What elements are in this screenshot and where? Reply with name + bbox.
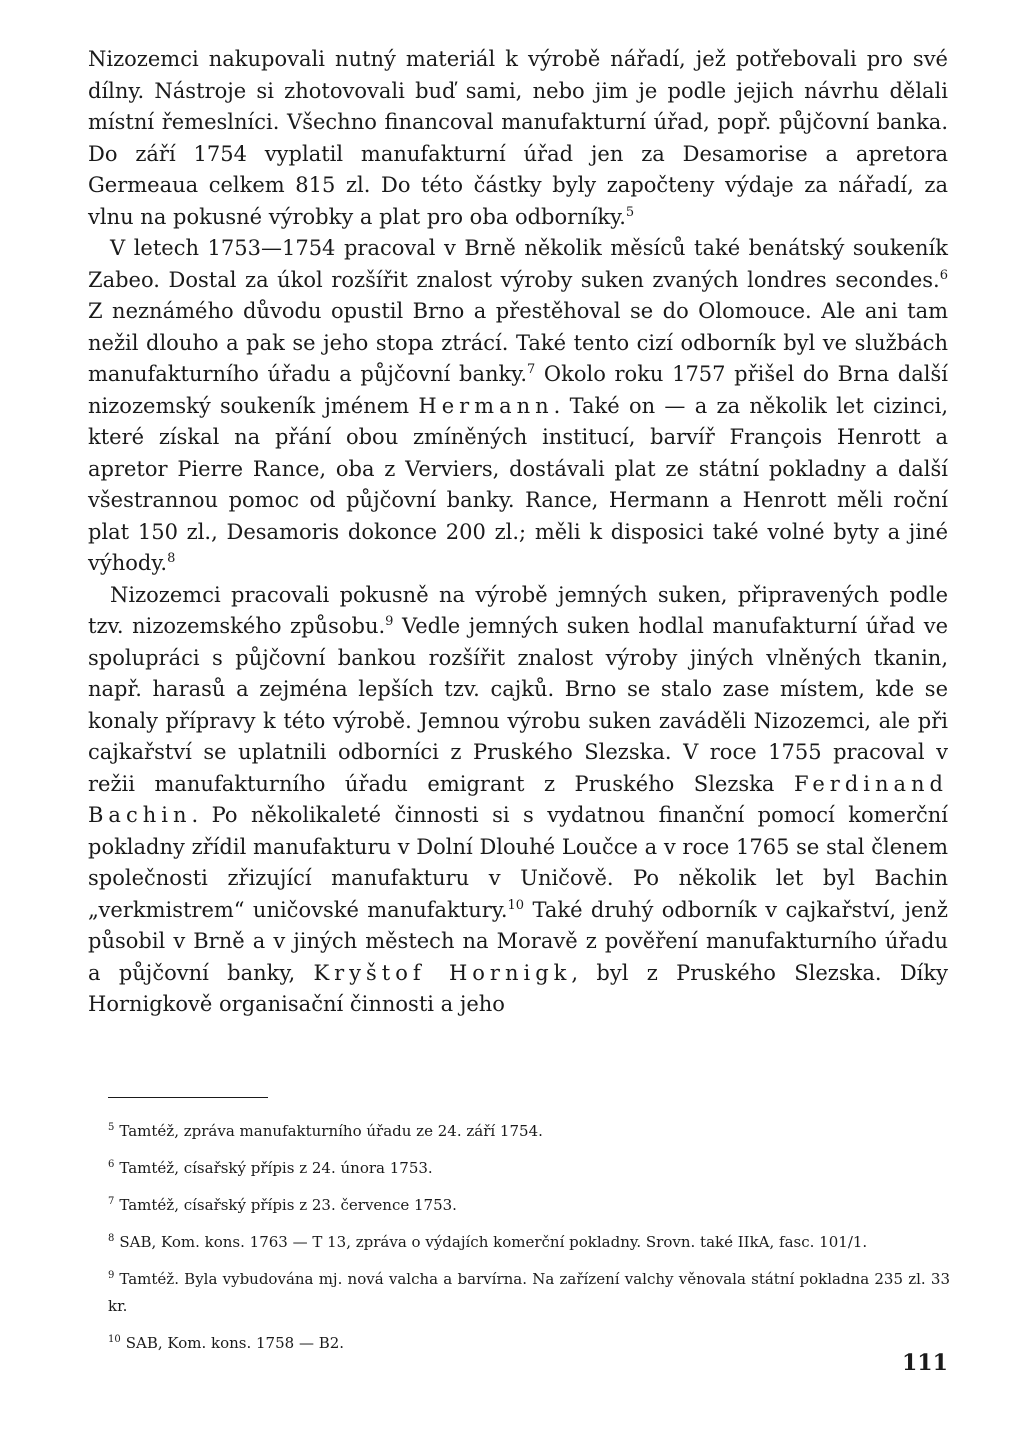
text-run: Vedle jemných suken hodlal manufakturní úřad ve spolupráci s půjčovní bankou rozšířit znalost výroby jiných vlněných tkanin, např. harasů a zejména lepších tzv. cajků. Brno se stalo zase místem, kde se konaly přípravy k této výrobě. Jemnou výrobu suken zaváděli Nizozemci, ale při cajkařství se uplatnili odborníci z Pruského Slezska. V roce 1755 pracoval v režii manufakturního úřadu emigrant z Pruského Slezska [88,614,948,796]
main-text [88,44,948,1021]
footnote-8 [108,1229,950,1256]
spaced-name: Ferdinand Bachin [88,771,948,827]
paragraph-3 [88,580,948,1021]
paragraph-2 [88,233,948,580]
footnote-10 [108,1330,950,1357]
footnote-ref: 6 [939,267,948,283]
text-run: Z neznámého důvodu opustil Brno a přestěhoval se do Olomouce. Ale ani tam nežil dlouho a pak se jeho stopa ztrácí. Také tento cizí odborník byl ve službách manufakturního úřadu a půjčovní banky. [88,299,948,386]
footnotes [108,1118,950,1367]
footnote-text: Tamtéž. Byla vybudována mj. nová valcha a barvírna. Na zařízení valchy věnovala státní pokladna 235 zl. 33 kr. [108,1270,950,1315]
paragraph-1 [88,44,948,233]
footnote-number: 5 [108,1122,115,1133]
spaced-name: Kryštof Hornigk [313,960,572,985]
footnote-5 [108,1118,950,1145]
footnote-ref: 8 [167,551,176,566]
footnote-number: 9 [108,1270,115,1281]
footnote-text: Tamtéž, zpráva manufakturního úřadu ze 24. září 1754. [119,1122,543,1140]
text-run: . Také on — a za několik let cizinci, které získal na přání obou zmíněných institucí, barvíř François Henrott a apretor Pierre Rance, oba z Verviers, dostávali plat ze státní pokladny a další všestrannou pomoc od půjčovní banky. Rance, Hermann a Henrott měli roční plat 150 zl., Desamoris dokonce 200 zl.; měli k disposici také volné byty a jiné výhody. [88,393,948,575]
footnote-ref: 5 [625,204,635,220]
footnote-number: 8 [108,1233,115,1244]
page-number: 111 [902,1350,948,1376]
text-run: V letech 1753—1754 pracoval v Brně několik měsíců také benátský soukeník Zabeo. Dostal za úkol rozšířit znalost výroby suken zvaných londres secondes. [88,236,948,292]
footnote-text: SAB, Kom. kons. 1758 — B2. [125,1334,345,1352]
text-run: . Po několikaleté činnosti si s vydatnou finanční pomocí komerční pokladny zřídil manufakturu v Dolní Dlouhé Loučce a v roce 1765 se stal členem společnosti zřizující manufakturu v Uničově. Po několik let byl Bachin „verkmistrem“ uničovské manufaktury. [88,803,948,922]
footnote-text: Tamtéž, císařský přípis z 23. července 1753. [119,1196,457,1214]
footnote-text: SAB, Kom. kons. 1763 — T 13, zpráva o výdajích komerční pokladny. Srovn. také IIkA, fasc. 101/1. [119,1233,868,1251]
text-run: Také druhý odborník v cajkařství, jenž působil v Brně a v jiných městech na Moravě z pověření manufakturního úřadu a půjčovní banky, [88,897,948,985]
text-run: Okolo roku 1757 přišel do Brna další nizozemský soukeník jménem [88,362,948,418]
footnote-6 [108,1155,950,1182]
text-run: Nizozemci nakupovali nutný materiál k výrobě nářadí, jež potřebovali pro své dílny. Nástroje si zhotovovali buď sami, nebo jim je podle jejich návrhu dělali místní řemeslníci. Všechno financoval manufakturní úřad, popř. půjčovní banka. Do září 1754 vyplatil manufakturní úřad jen za Desamorise a apretora Germeaua celkem 815 zl. Do této částky byly započteny výdaje za nářadí, za vlnu na pokusné výrobky a plat pro oba odborníky. [88,47,948,229]
footnote-ref: 10 [507,897,525,913]
footnote-divider [108,1097,268,1098]
text-run: Nizozemci pracovali pokusně na výrobě jemných suken, připravených podle tzv. nizozemského způsobu. [88,582,948,638]
footnote-ref: 9 [385,614,394,629]
footnote-ref: 7 [527,362,536,377]
footnote-number: 10 [108,1334,121,1345]
footnote-number: 7 [108,1196,115,1207]
text-run: , byl z Pruského Slezska. Díky Hornigkově organisační činnosti a jeho [88,960,948,1016]
spaced-name: Hermann [418,393,554,418]
footnote-9 [108,1266,950,1320]
footnote-number: 6 [108,1159,115,1170]
footnote-text: Tamtéž, císařský přípis z 24. února 1753. [119,1159,433,1177]
footnote-7 [108,1192,950,1219]
